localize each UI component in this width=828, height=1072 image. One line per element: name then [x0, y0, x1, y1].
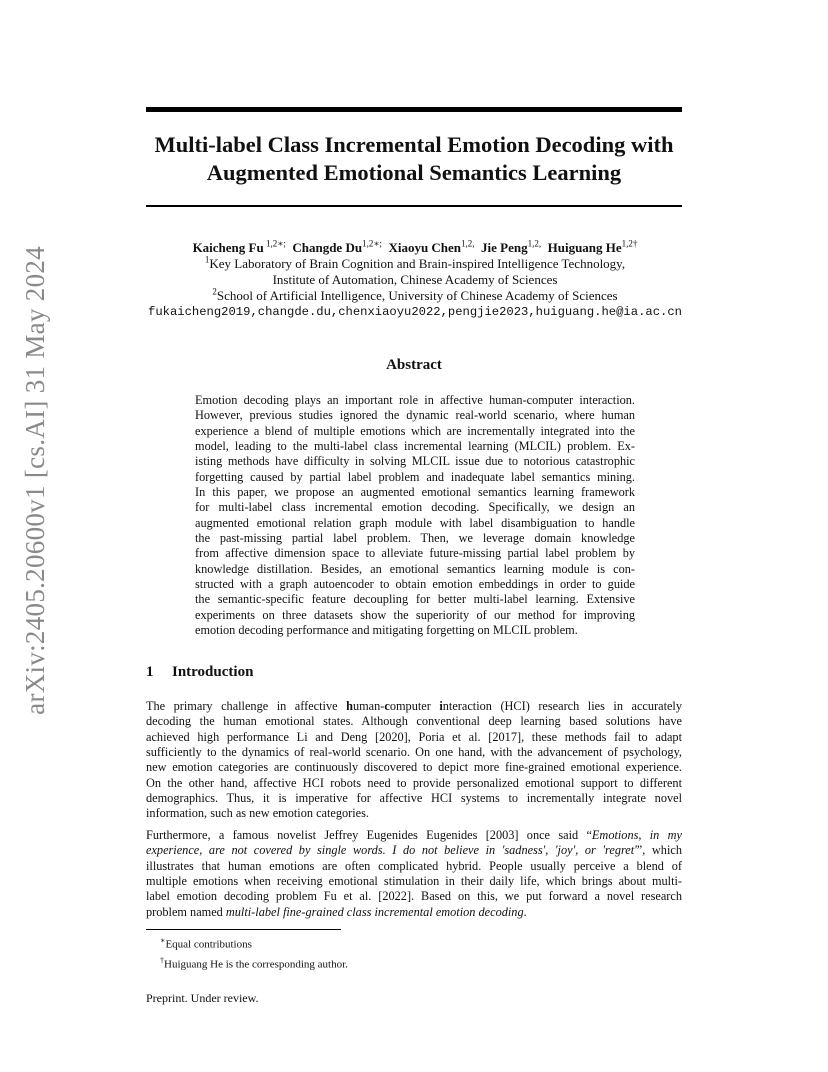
abstract-line: for multi-label class incremental emotion decoding. Specifically, we design an: [195, 500, 635, 515]
paragraph-line: On the other hand, affective HCI robots need to provide personalized emotional support to different: [146, 775, 682, 790]
quote-italic: Emotions, in my: [591, 828, 682, 842]
paragraph-line: demographics. Thus, it is imperative for affective HCI systems to incrementally integrate novel: [146, 791, 682, 806]
text-run: problem named: [146, 904, 226, 919]
preprint-note: Preprint. Under review.: [146, 991, 259, 1005]
title-line-2: Augmented Emotional Semantics Learning: [206, 160, 622, 185]
author-name: Changde Du: [292, 240, 363, 255]
paper-title: [146, 131, 682, 187]
author-name: Xiaoyu Chen: [388, 240, 462, 255]
text-run: omputer: [389, 699, 440, 713]
text-run: Furthermore, a famous novelist Jeffrey Eugenides Eugenides [2003] once said “: [146, 828, 592, 842]
paragraph-line: sufficiently to the dynamics of real-world scenario. On one hand, with the advancement of psychology,: [146, 745, 682, 760]
footnote-text: Equal contributions: [165, 938, 252, 951]
paragraph-line: [146, 843, 682, 858]
arxiv-identifier-sidebar: [19, 245, 50, 715]
footnote-rule: [146, 929, 341, 930]
title-bottom-rule: [146, 205, 682, 207]
intro-paragraph-1: [146, 699, 682, 822]
author-marks: 1,2∗;: [362, 238, 382, 249]
text-run: uman-: [352, 699, 385, 713]
abstract-line: augmented emotional relation graph module with label disambiguation to handle: [195, 515, 635, 530]
affiliation-mark: 1: [204, 254, 210, 265]
intro-paragraph-2: [146, 828, 682, 920]
abstract-heading: Abstract: [386, 357, 442, 373]
abstract-line: However, previous studies ignored the dynamic real-world scenario, where human: [195, 408, 635, 423]
paragraph-line: decoding the human emotional states. Although conventional deep learning based solutions have: [146, 714, 682, 729]
footnote-text: Huiguang He is the corresponding author.: [164, 958, 348, 971]
abstract-line: model, leading to the multi-label class incremental learning (MLCIL) problem. Ex-: [195, 439, 635, 454]
author-name: Kaicheng Fu: [192, 240, 264, 255]
author-marks: 1,2,: [461, 238, 475, 249]
section-number: 1: [146, 664, 154, 680]
abstract-line: structed with a graph autoencoder to obtain emotion embeddings in order to guide: [195, 577, 635, 592]
abstract-line: experiments on three datasets show the superiority of our method for improving: [195, 607, 635, 622]
paragraph-line: multiple emotions when receiving emotional stimulation in their daily life, which brings about multi-: [146, 874, 682, 889]
abstract-line: forgetting caused by partial label problem and inadequate label semantics mining.: [195, 469, 635, 484]
author-name: Jie Peng: [481, 240, 528, 255]
paragraph-line: [146, 905, 682, 920]
affiliation-mark: 2: [212, 286, 217, 297]
text-run: nteraction (HCI) research lies in accurately: [442, 699, 683, 713]
affiliation-2-line-1: School of Artificial Intelligence, University of Chinese Academy of Sciences: [216, 288, 618, 303]
arxiv-identifier: arXiv:2405.20600v1 [cs.AI] 31 May 2024: [19, 245, 50, 715]
text-run: The primary challenge in affective: [146, 699, 347, 713]
author-name: Huiguang He: [547, 240, 622, 255]
section-title: Introduction: [172, 664, 254, 680]
emphasis-letter: i: [439, 699, 443, 713]
footnote: [160, 933, 348, 953]
paragraph-line: label emotion decoding problem Fu et al. [2022]. Based on this, we put forward a novel research: [146, 889, 682, 904]
abstract-line: knowledge distillation. Besides, an emotional semantics learning module is con-: [195, 561, 635, 576]
emphasis-letter: c: [384, 699, 390, 713]
abstract-line: Emotion decoding plays an important role in affective human-computer interaction.: [195, 393, 635, 407]
author-marks: 1,2†: [621, 238, 638, 249]
abstract-line: from affective dimension space to alleviate future-missing partial label problem by: [195, 546, 635, 561]
section-heading-introduction: [146, 664, 682, 681]
abstract-body: [195, 393, 635, 639]
abstract-line: isting methods have difficulty in solving MLCIL issue due to notorious catastrophic: [195, 454, 635, 469]
footnote: [160, 953, 348, 973]
author-list: [120, 240, 710, 256]
footnotes: [160, 933, 348, 972]
author-emails: fukaicheng2019,changde.du,chenxiaoyu2022,pengjie2023,huiguang.he@ia.ac.cn: [148, 305, 682, 319]
emphasis-italic: multi-label fine-grained class incremental emotion decoding: [225, 904, 524, 919]
abstract-line: the semantic-specific feature decoupling for better multi-label learning. Extensive: [195, 592, 635, 607]
emphasis-letter: h: [346, 699, 353, 713]
affiliation-1: [120, 256, 710, 272]
affiliation-1-line-2: Institute of Automation, Chinese Academy of Sciences: [272, 272, 558, 287]
paragraph-line: [146, 699, 682, 714]
abstract-line: the past-missing partial label problem. Then, we leverage domain knowledge: [195, 531, 635, 546]
abstract-line: experience a blend of multiple emotions which are incrementally integrated into the: [195, 423, 635, 438]
affiliation-2: [120, 288, 710, 304]
title-line-1: Multi-label Class Incremental Emotion Decoding with: [154, 132, 674, 157]
paragraph-line: new emotion categories are continuously discovered to depict more fine-grained emotional experience.: [146, 760, 682, 775]
affiliation-1-line-1: Key Laboratory of Brain Cognition and Brain-inspired Intelligence Technology,: [209, 256, 626, 271]
paragraph-line: information, such as new emotion categories.: [146, 806, 369, 821]
paragraph-line: achieved high performance Li and Deng [2020], Poria et al. [2017], these methods fail to adapt: [146, 729, 682, 744]
text-run: ”, which: [636, 843, 682, 858]
author-marks: 1,2∗;: [263, 238, 286, 249]
title-top-rule: [146, 107, 682, 112]
footnote-mark: †: [160, 955, 164, 965]
text-run: .: [523, 904, 527, 919]
abstract-line: In this paper, we propose an augmented emotional semantics learning framework: [195, 485, 635, 500]
footnote-mark: ∗: [160, 936, 166, 945]
author-marks: 1,2,: [527, 238, 542, 249]
author-block: [120, 240, 710, 320]
quote-italic: experience, are not covered by single words. I do not believe in 'sadness', 'joy', or 'regret': [146, 843, 637, 858]
paragraph-line: [146, 828, 682, 843]
paragraph-line: illustrates that human emotions are often complicated hybrid. People usually perceive a blend of: [146, 858, 682, 873]
abstract-line: emotion decoding performance and mitigating forgetting on MLCIL problem.: [195, 623, 578, 638]
